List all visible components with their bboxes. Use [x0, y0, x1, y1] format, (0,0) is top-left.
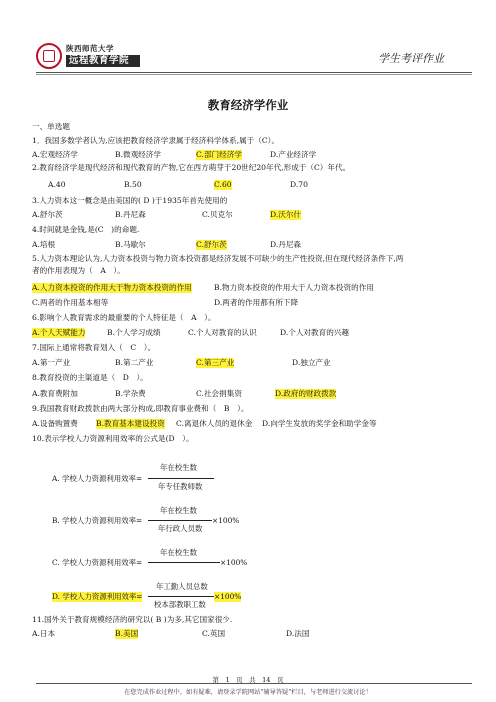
question-10-c-numerator: 年在校生数 [160, 548, 197, 557]
question-1-stem: 1．我国多数学者认为,应该把教育经济学隶属于经济科学体系,属于（C）。 [32, 136, 280, 145]
question-7-option-b: B.第二产业 [115, 358, 154, 367]
question-4-option-d: D.丹尼森 [270, 240, 302, 249]
question-10-d-fraction-bar [148, 596, 214, 597]
question-6-option-b: B.个人学习成绩 [107, 328, 161, 337]
question-7-stem: 7.国际上通常将教育划入（ C ）。 [32, 343, 156, 352]
college-name: 远程教育学院 [66, 55, 140, 67]
footer-divider [36, 683, 472, 684]
question-10-a-label: A. 学校人力资源利用效率= [52, 474, 143, 483]
question-3-option-d: D.沃尔什 [270, 210, 302, 219]
school-name-block [66, 44, 186, 67]
question-7-option-d: D.独立产业 [292, 358, 331, 367]
question-8-option-a: A.教育费附加 [32, 389, 78, 398]
question-10-d-multiplier: ×100% [214, 592, 242, 601]
university-logo-icon [36, 43, 62, 69]
question-10-a-denominator: 年专任教师数 [158, 482, 203, 491]
page-number: 第 1 页 共 14 页 [212, 676, 284, 684]
question-10-stem: 10.表示学校人力资源利用效率的公式是(D ）。 [32, 434, 194, 443]
question-2-stem: 2.教育经济学是现代经济和现代教育的产物,它在西方萌芽于20世纪20年代,形成于（C）年代。 [32, 163, 351, 172]
question-5-option-c: C.两者的作用基本相等 [32, 298, 109, 307]
question-5-stem-line2: 者的作用表现为（ A ）。 [32, 266, 125, 275]
question-9-option-a: A.设备购置费 [32, 419, 78, 428]
question-3-option-a: A.舒尔茨 [32, 210, 63, 219]
university-name: 陕西师范大学 [66, 44, 114, 53]
question-2-option-b: B.50 [124, 180, 142, 189]
header-divider [36, 72, 472, 73]
question-9-option-b: B.教育基本建设投资 [96, 419, 165, 428]
question-1-option-a: A.宏观经济学 [32, 150, 78, 159]
question-1-option-b: B.微观经济学 [115, 150, 161, 159]
question-10-b-multiplier: ×100% [212, 516, 240, 525]
question-11-option-d: D.法国 [286, 629, 310, 638]
header-divider-thin [36, 74, 472, 75]
question-4-option-c: C.舒尔茨 [196, 240, 227, 249]
question-10-c-label: C. 学校人力资源利用效率= [52, 558, 143, 567]
question-10-d-label: D. 学校人力资源利用效率= [52, 592, 143, 601]
question-8-option-c: C.社会捐集资 [196, 389, 242, 398]
question-11-stem: 11.国外关于教育规模经济的研究以( B )为多,其它国家很少. [32, 615, 233, 624]
question-6-stem: 6.影响个人教育需求的最重要的个人特征是（ A ）。 [32, 313, 216, 322]
question-3-option-b: B.丹尼森 [115, 210, 146, 219]
question-9-option-d: D.向学生发放的奖学金和助学金等 [262, 419, 377, 428]
question-10-a-numerator: 年在校生数 [160, 463, 197, 472]
question-10-c-fraction-bar [148, 562, 220, 563]
question-10-c-multiplier: ×100% [220, 558, 248, 567]
question-11-option-b: B.美国 [115, 629, 139, 638]
question-6-option-d: D.个人对教育的兴趣 [280, 328, 349, 337]
question-5-option-b: B.物力资本投资的作用大于人力资本投资的作用 [214, 283, 374, 292]
question-5-stem-line1: 5.人力资本理论认为,人力资本投资与物力资本投资都是经济发展不可缺少的生产性投资,但在现代经济条件下,两 [32, 254, 404, 263]
question-1-option-d: D.产业经济学 [270, 150, 317, 159]
question-3-option-c: C.贝克尔 [202, 210, 233, 219]
question-6-option-a: A.个人天赋能力 [32, 328, 86, 337]
question-2-option-c: C.60 [214, 180, 232, 189]
question-3-stem: 3.人力资本这一概念是由美国的( D )于1935年首先使用的 [32, 196, 228, 205]
question-7-option-c: C.第三产业 [196, 358, 235, 367]
question-10-b-fraction-bar [148, 520, 212, 521]
page-header [0, 0, 496, 70]
question-8-option-d: D.政府的财政拨款 [275, 389, 337, 398]
question-10-b-numerator: 年在校生数 [160, 506, 197, 515]
question-9-stem: 9.我国教育财政拨款由两大部分构成,即教育事业费和（ B ）。 [32, 404, 249, 413]
header-title: 学生考评作业 [378, 52, 444, 65]
document-title: 教育经济学作业 [207, 98, 289, 112]
question-8-stem: 8.教育投资的主渠道是（ D ）。 [32, 373, 148, 382]
question-2-option-d: D.70 [290, 180, 308, 189]
question-2-option-a: A.40 [48, 180, 66, 189]
question-10-a-fraction-bar [148, 478, 214, 479]
question-6-option-c: C.个人对教育的认识 [188, 328, 257, 337]
question-11-option-a: A.日本 [32, 629, 56, 638]
question-8-option-b: B.学杂费 [115, 389, 146, 398]
footer-note: 在您完成作业过程中，如有疑难，请登录学院网站“辅导答疑”栏目，与老师进行交流讨论！ [124, 689, 372, 696]
question-4-option-a: A.培根 [32, 240, 56, 249]
question-4-option-b: B.马歇尔 [115, 240, 146, 249]
section-heading: 一、单选题 [32, 122, 70, 131]
question-9-option-c: C.离退休人员的退休金 [176, 419, 253, 428]
question-5-option-d: D.两者的作用都有所下降 [214, 298, 299, 307]
question-11-option-c: C.英国 [202, 629, 226, 638]
question-1-option-c: C.部门经济学 [196, 150, 242, 159]
question-10-d-numerator: 年工勤人员总数 [156, 582, 208, 591]
question-10-d-denominator: 校本部教职工数 [154, 600, 206, 609]
question-10-b-label: B. 学校人力资源利用效率= [52, 516, 143, 525]
question-7-option-a: A.第一产业 [32, 358, 71, 367]
question-10-b-denominator: 年行政人员数 [158, 524, 203, 533]
question-5-option-a: A.人力资本投资的作用大于物力资本投资的作用 [32, 283, 192, 292]
question-4-stem: 4.时间就是金钱,是(C )的命题. [32, 225, 140, 234]
